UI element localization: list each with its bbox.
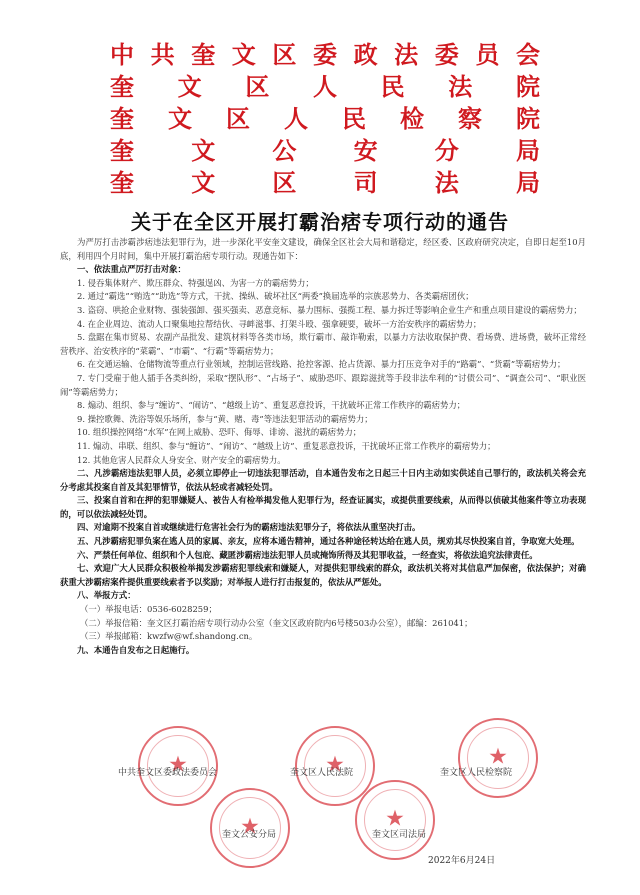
- section-6: 六、严禁任何单位、组织和个人包庇、藏匿涉霸痞违法犯罪人员或掩饰所得及其犯罪收益，一经查实，将依法追究法律责任。: [77, 549, 538, 560]
- issuer-char: 司: [353, 168, 378, 197]
- report-email: （三）举报邮箱：kwzfw@wf.shandong.cn。: [80, 631, 258, 642]
- issuer-char: 分: [434, 136, 459, 165]
- issuer-char: 奎: [110, 136, 134, 165]
- target-item: 4. 在企业周边、流动人口聚集地拉帮结伙、寻衅滋事、打架斗殴、强拿硬要，破坏一方治安秩序的霸痞势力；: [77, 318, 482, 329]
- signature-justice-bureau: 奎文区司法局: [372, 830, 427, 840]
- section-9: 九、本通告自发布之日起施行。: [77, 644, 195, 655]
- issuer-char: 员: [475, 40, 500, 69]
- issuer-char: 文: [191, 168, 216, 197]
- issuer-char: 文: [168, 104, 192, 133]
- issuer-char: 区: [245, 72, 270, 101]
- issue-date: 2022年6月24日: [428, 856, 496, 866]
- document-body: [60, 236, 586, 657]
- target-item: 3. 盗窃、哄抢企业财物、强装强卸、强买强卖、恶意竞标、暴力围标、强揽工程、暴力拆迁等影响企业生产和重点项目建设的霸痞势力；: [77, 304, 582, 315]
- report-phone: （一）举报电话：0536-6028259；: [80, 604, 217, 615]
- justice-bureau-seal: [355, 780, 435, 860]
- target-item: 10. 组织操控网络“水军”在网上威胁、恐吓、侮辱、诽谤、滋扰的霸痞势力；: [77, 427, 362, 438]
- issuer-char: 奎: [110, 104, 134, 133]
- procuratorate-seal: [458, 718, 538, 798]
- issuer-char: 政: [353, 40, 378, 69]
- section-2: 二、凡涉霸痞违法犯罪人员，必须立即停止一切违法犯罪活动，自本通告发布之日起三十日内主动如实供述自己罪行的，政法机关将会充分考虑其投案自首及其犯罪情节，依法从轻或者减轻处罚。: [60, 468, 586, 492]
- issuer-char: 公: [272, 136, 297, 165]
- issuer-char: 会: [515, 40, 540, 69]
- issuer-char: 区: [272, 168, 297, 197]
- issuer-char: 区: [226, 104, 250, 133]
- target-item: 12. 其他危害人民群众人身安全、财产安全的霸痞势力。: [77, 454, 286, 465]
- issuer-line-2: [110, 72, 540, 102]
- document-title: 关于在全区开展打霸治痞专项行动的通告: [131, 210, 509, 234]
- issuer-char: 民: [380, 72, 405, 101]
- issuer-char: 民: [342, 104, 366, 133]
- issuer-char: 奎: [191, 40, 216, 69]
- target-item: 7. 专门受雇于他人插手各类纠纷，采取“摆队形”、“占场子”、威胁恐吓、跟踪滋扰等手段非法牟利的“讨债公司”、“调查公司”、“职业医闹”等霸痞势力；: [60, 372, 586, 397]
- issuer-line-4: [110, 136, 540, 166]
- issuer-char: 中: [110, 40, 134, 69]
- signature-court: 奎文区人民法院: [290, 768, 354, 778]
- target-item: 5. 盘踞在集市贸易、农副产品批发、建筑材料等各类市场，欺行霸市、敲诈勒索，以暴力方法收取保护费、看场费、进场费，破坏正常经营秩序、治安秩序的“菜霸”、“市霸”、“行霸”等霸痞势力；: [60, 332, 586, 356]
- issuer-char: 局: [515, 136, 540, 165]
- signature-public-security: 奎文公安分局: [222, 830, 277, 840]
- issuer-char: 文: [191, 136, 216, 165]
- issuer-char: 法: [448, 72, 473, 101]
- signature-party-committee: 中共奎文区委政法委员会: [118, 768, 218, 778]
- issuer-char: 奎: [110, 72, 134, 101]
- issuer-char: 共: [150, 40, 175, 69]
- issuer-char: 委: [434, 40, 459, 69]
- issuer-char: 院: [516, 104, 540, 133]
- issuer-char: 人: [312, 72, 337, 101]
- issuer-char: 人: [284, 104, 308, 133]
- issuer-char: 院: [515, 72, 540, 101]
- issuer-char: 奎: [110, 168, 134, 197]
- section-3: 三、投案自首和在押的犯罪嫌疑人、被告人有检举揭发他人犯罪行为，经查证属实，或提供重要线索，从而得以侦破其他案件等立功表现的，可以依法减轻处罚。: [60, 495, 586, 519]
- target-item: 11. 煽动、串联、组织、参与“缠访”、“闹访”、“越级上访”、重复恶意投诉，干扰破坏正常工作秩序的霸痞势力；: [77, 440, 496, 451]
- issuer-char: 察: [458, 104, 482, 133]
- target-item: 8. 煽动、组织、参与“缠访”、“闹访”、“越级上访”、重复恶意投诉，干扰破坏正常工作秩序的霸痞势力；: [77, 400, 466, 411]
- issuer-char: 区: [272, 40, 297, 69]
- issuer-char: 局: [515, 168, 540, 197]
- report-mailbox: （二）举报信箱：奎文区打霸治痞专项行动办公室（奎文区政府院内6号楼503办公室），邮编：261041；: [80, 617, 473, 628]
- issuer-char: 安: [353, 136, 378, 165]
- section-4: 四、对逾期不投案自首或继续进行危害社会行为的霸痞违法犯罪分子，将依法从重坚决打击。: [77, 522, 421, 533]
- target-item: 9. 操控歌舞、洗浴等娱乐场所，参与“黄、赌、毒”等违法犯罪活动的霸痞势力；: [77, 413, 373, 424]
- issuer-line-1: [110, 40, 540, 70]
- section-8-heading: 八、举报方式：: [77, 590, 136, 601]
- section-1-heading: 一、依法重点严厉打击对象：: [77, 264, 186, 275]
- issuer-char: 检: [400, 104, 424, 133]
- issuer-char: 委: [312, 40, 337, 69]
- intro-paragraph: 为严厉打击涉霸涉痞违法犯罪行为，进一步深化平安奎文建设，确保全区社会大局和谐稳定，经区委、区政府研究决定，自即日起至10月底，利用四个月时间，集中开展打霸治痞专项行动。现通告如下：: [60, 237, 586, 261]
- section-7: 七、欢迎广大人民群众积极检举揭发涉霸痞犯罪线索和嫌疑人，对提供犯罪线索的群众，政法机关将对其信息严加保密，依法保护；对确获重大涉霸痞案件提供重要线索者予以奖励；对举报人进行打击报复的，依法从严惩处。: [60, 563, 586, 587]
- signature-procuratorate: 奎文区人民检察院: [440, 768, 513, 778]
- issuer-char: 法: [434, 168, 459, 197]
- issuer-line-3: [110, 104, 540, 134]
- issuer-char: 文: [177, 72, 202, 101]
- issuer-line-5: [110, 168, 540, 198]
- issuer-char: 法: [394, 40, 419, 69]
- target-item: 2. 通过“霸选”“贿选”“助选”等方式，干扰、操纵、破坏社区“两委”换届选举的宗族恶势力、各类霸痞团伙；: [77, 291, 474, 302]
- target-item: 6. 在交通运输、仓储物流等重点行业领域，控制运营线路、抢控客源、抢占货源、暴力打压竞争对手的“路霸”、“货霸”等霸痞势力；: [77, 359, 566, 370]
- issuer-char: 文: [231, 40, 256, 69]
- target-item: 1. 侵吞集体财产、欺压群众、特强逞凶、为害一方的霸痞势力；: [77, 277, 314, 288]
- section-5: 五、凡涉霸痞犯罪负案在逃人员的家属、亲友，应将本通告精神，通过各种途径转达给在逃人员，规劝其尽快投案自首，争取宽大处理。: [77, 536, 580, 547]
